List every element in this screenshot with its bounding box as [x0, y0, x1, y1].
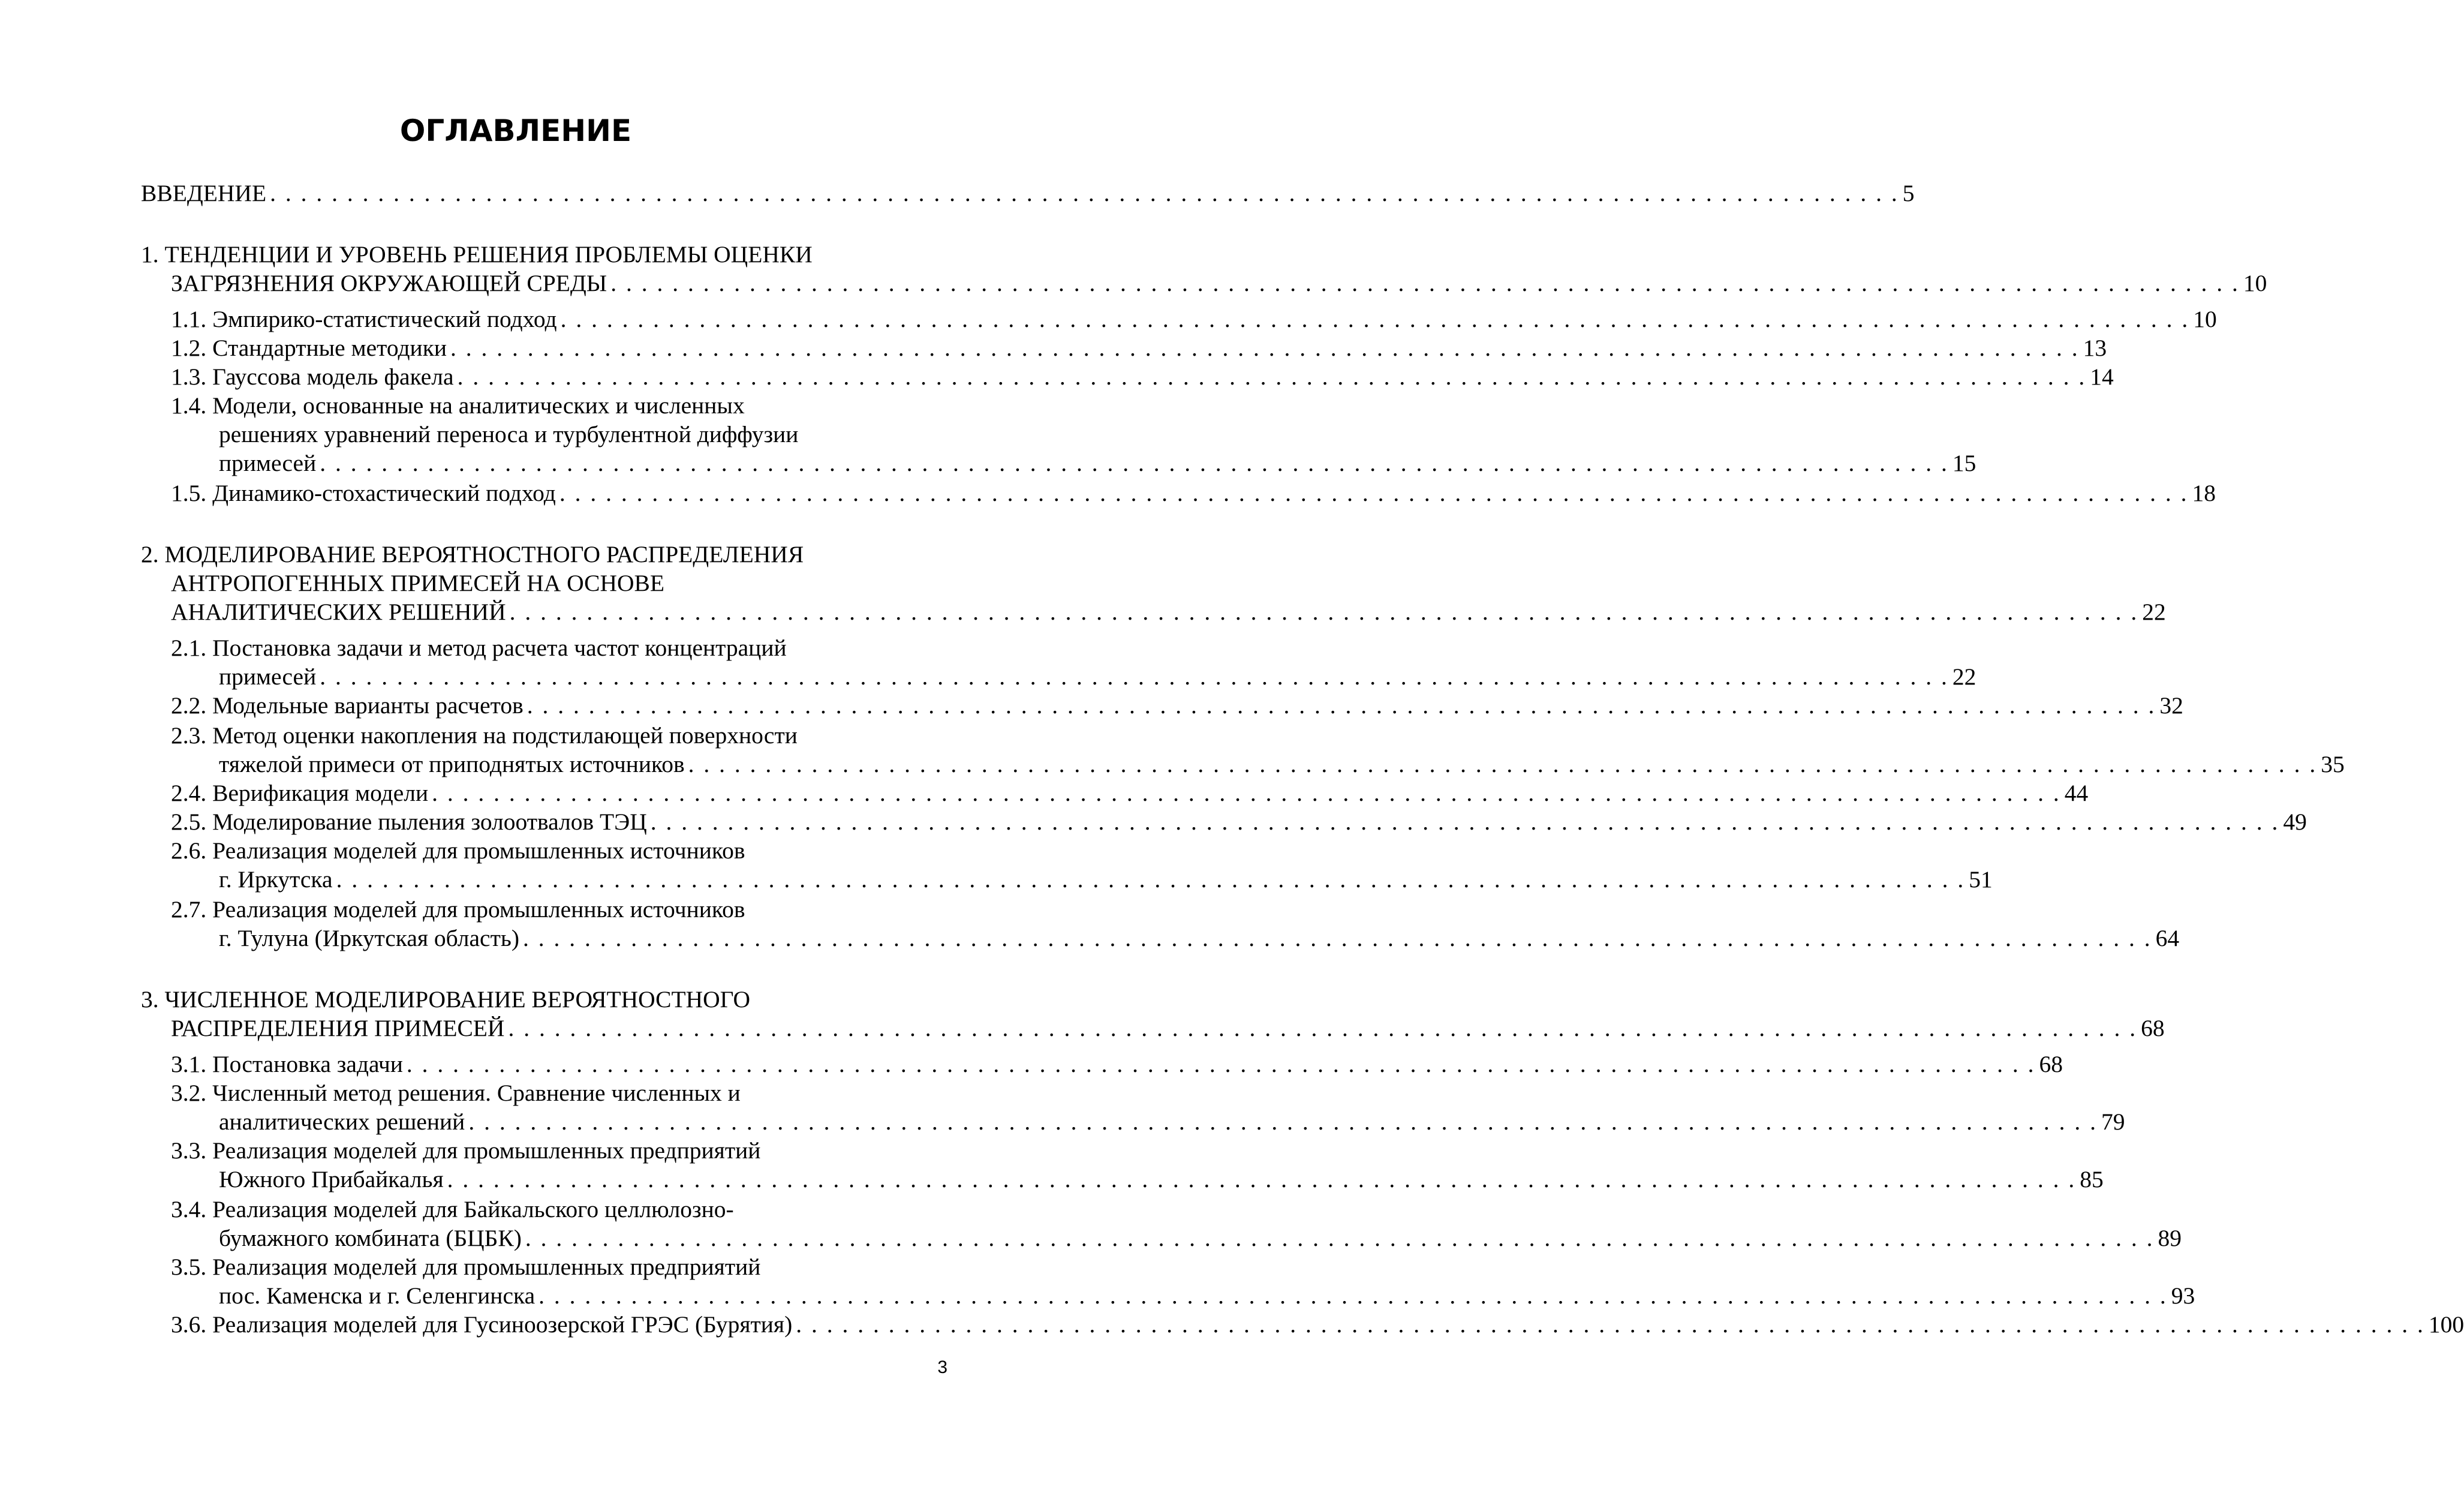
toc-entry — [219, 1165, 2104, 1194]
toc-dot-leader: . . . . . . . . . . . . . . . . . . . . . . . . . . . . . . . . . . . . . . . . . . . . . . . . . . . . . . . . . . . . . . . . . . . . . . . . . . . . . . . . . . . . . . . . . . . . . . . . . . . . . . . . . . — [406, 1051, 2036, 1077]
toc-dot-leader: . . . . . . . . . . . . . . . . . . . . . . . . . . . . . . . . . . . . . . . . . . . . . . . . . . . . . . . . . . . . . . . . . . . . . . . . . . . . . . . . . . . . . . . . . . . . . . . . . . . . . . . . . . — [509, 599, 2139, 625]
toc-dot-leader: . . . . . . . . . . . . . . . . . . . . . . . . . . . . . . . . . . . . . . . . . . . . . . . . . . . . . . . . . . . . . . . . . . . . . . . . . . . . . . . . . . . . . . . . . . . . . . . . . . . . . . . . . . — [450, 335, 2080, 361]
toc-entry-page: 100 — [2428, 1311, 2464, 1338]
toc-entry-page: 44 — [2064, 780, 2089, 806]
toc-entry-text: 1.1. Эмпирико-статистический подход — [171, 306, 557, 332]
toc-entry-text: 2.6. Реализация моделей для промышленных источников — [171, 837, 745, 864]
toc-dot-leader: . . . . . . . . . . . . . . . . . . . . . . . . . . . . . . . . . . . . . . . . . . . . . . . . . . . . . . . . . . . . . . . . . . . . . . . . . . . . . . . . . . . . . . . . . . . . . . . . . . . . . . . . . . — [320, 663, 1949, 690]
toc-dot-leader: . . . . . . . . . . . . . . . . . . . . . . . . . . . . . . . . . . . . . . . . . . . . . . . . . . . . . . . . . . . . . . . . . . . . . . . . . . . . . . . . . . . . . . . . . . . . . . . . . . . . . . . . . . — [796, 1311, 2425, 1338]
toc-entry-text: г. Иркутска — [219, 866, 333, 893]
toc-dot-leader: . . . . . . . . . . . . . . . . . . . . . . . . . . . . . . . . . . . . . . . . . . . . . . . . . . . . . . . . . . . . . . . . . . . . . . . . . . . . . . . . . . . . . . . . . . . . . . . . . . . . . . . . . . — [457, 364, 2087, 390]
toc-entry-text: 2.1. Постановка задачи и метод расчета частот концентраций — [171, 635, 787, 661]
page-number: 3 — [937, 1357, 947, 1377]
toc-entry — [219, 449, 1976, 477]
toc-entry — [141, 540, 890, 569]
toc-dot-leader: . . . . . . . . . . . . . . . . . . . . . . . . . . . . . . . . . . . . . . . . . . . . . . . . . . . . . . . . . . . . . . . . . . . . . . . . . . . . . . . . . . . . . . . . . . . . . . . . . . . . . . . . . . — [468, 1109, 2098, 1135]
toc-entry — [171, 269, 2267, 298]
toc-entry — [171, 597, 2166, 626]
toc-entry — [219, 1281, 2195, 1310]
toc-entry — [219, 1107, 2125, 1136]
toc-entry — [171, 391, 890, 420]
toc-entry-page: 18 — [2192, 480, 2216, 506]
toc-entry — [171, 1310, 2464, 1339]
toc-entry-page: 93 — [2171, 1282, 2195, 1309]
toc-entry — [171, 691, 2183, 720]
toc-entry-text: пос. Каменска и г. Селенгинска — [219, 1282, 535, 1309]
toc-title: ОГЛАВЛЕНИЕ — [399, 113, 632, 148]
toc-entry — [171, 779, 2089, 807]
toc-dot-leader: . . . . . . . . . . . . . . . . . . . . . . . . . . . . . . . . . . . . . . . . . . . . . . . . . . . . . . . . . . . . . . . . . . . . . . . . . . . . . . . . . . . . . . . . . . . . . . . . . . . . . . . . . . — [525, 1225, 2155, 1251]
toc-dot-leader: . . . . . . . . . . . . . . . . . . . . . . . . . . . . . . . . . . . . . . . . . . . . . . . . . . . . . . . . . . . . . . . . . . . . . . . . . . . . . . . . . . . . . . . . . . . . . . . . . . . . . . . . . . — [688, 751, 2318, 777]
toc-entry-text: 2. МОДЕЛИРОВАНИЕ ВЕРОЯТНОСТНОГО РАСПРЕДЕЛЕНИЯ — [141, 541, 804, 567]
toc-dot-leader: . . . . . . . . . . . . . . . . . . . . . . . . . . . . . . . . . . . . . . . . . . . . . . . . . . . . . . . . . . . . . . . . . . . . . . . . . . . . . . . . . . . . . . . . . . . . . . . . . . . . . . . . . . — [432, 780, 2061, 806]
toc-entry-text: 1.5. Динамико-стохастический подход — [171, 480, 556, 506]
toc-entry — [171, 836, 890, 865]
toc-entry-page: 32 — [2159, 692, 2183, 719]
toc-entry-text: ВВЕДЕНИЕ — [141, 180, 267, 206]
toc-entry — [219, 924, 2180, 953]
toc-entry-text: 3.4. Реализация моделей для Байкальского целлюлозно- — [171, 1196, 734, 1222]
toc-entry-page: 49 — [2283, 809, 2307, 835]
toc-entry — [171, 1050, 2063, 1079]
toc-entry — [219, 750, 2345, 779]
toc-entry-text: 3.6. Реализация моделей для Гусиноозерской ГРЭС (Бурятия) — [171, 1311, 793, 1338]
toc-entry — [219, 662, 1976, 691]
toc-entry-text: 3. ЧИСЛЕННОЕ МОДЕЛИРОВАНИЕ ВЕРОЯТНОСТНОГО — [141, 986, 751, 1013]
toc-dot-leader: . . . . . . . . . . . . . . . . . . . . . . . . . . . . . . . . . . . . . . . . . . . . . . . . . . . . . . . . . . . . . . . . . . . . . . . . . . . . . . . . . . . . . . . . . . . . . . . . . . . . . . . . . . — [336, 866, 1966, 893]
toc-entry — [219, 1224, 2182, 1252]
toc-entry-text: 1.4. Модели, основанные на аналитических и численных — [171, 392, 745, 419]
toc-dot-leader: . . . . . . . . . . . . . . . . . . . . . . . . . . . . . . . . . . . . . . . . . . . . . . . . . . . . . . . . . . . . . . . . . . . . . . . . . . . . . . . . . . . . . . . . . . . . . . . . . . . . . . . . . . — [559, 480, 2189, 506]
toc-dot-leader: . . . . . . . . . . . . . . . . . . . . . . . . . . . . . . . . . . . . . . . . . . . . . . . . . . . . . . . . . . . . . . . . . . . . . . . . . . . . . . . . . . . . . . . . . . . . . . . . . . . . . . . . . . — [560, 306, 2190, 332]
toc-entry-text: АНАЛИТИЧЕСКИХ РЕШЕНИЙ — [171, 599, 506, 625]
toc-entry — [171, 362, 2114, 391]
toc-entry-page: 89 — [2158, 1225, 2182, 1251]
toc-entry-text: ЗАГРЯЗНЕНИЯ ОКРУЖАЮЩЕЙ СРЕДЫ — [171, 270, 607, 296]
toc-entry — [219, 420, 890, 449]
toc-entry — [171, 1136, 890, 1165]
toc-entry-page: 14 — [2090, 364, 2114, 390]
toc-entry-text: 2.3. Метод оценки накопления на подстилающей поверхности — [171, 722, 798, 749]
toc-entry-page: 22 — [1952, 663, 1976, 690]
toc-entry — [171, 807, 2307, 836]
toc-entry — [171, 479, 2216, 507]
toc-entry-text: 1. ТЕНДЕНЦИИ И УРОВЕНЬ РЕШЕНИЯ ПРОБЛЕМЫ ОЦЕНКИ — [141, 241, 813, 268]
toc-entry-text: 1.3. Гауссова модель факела — [171, 364, 454, 390]
toc-entry — [171, 569, 890, 597]
toc-entry-text: аналитических решений — [219, 1109, 465, 1135]
toc-dot-leader: . . . . . . . . . . . . . . . . . . . . . . . . . . . . . . . . . . . . . . . . . . . . . . . . . . . . . . . . . . . . . . . . . . . . . . . . . . . . . . . . . . . . . . . . . . . . . . . . . . . . . . . . . . — [650, 809, 2280, 835]
toc-entry-page: 85 — [2080, 1166, 2104, 1192]
toc-dot-leader: . . . . . . . . . . . . . . . . . . . . . . . . . . . . . . . . . . . . . . . . . . . . . . . . . . . . . . . . . . . . . . . . . . . . . . . . . . . . . . . . . . . . . . . . . . . . . . . . . . . . . . . . . . — [538, 1282, 2168, 1309]
toc-entry — [171, 633, 890, 662]
toc-entry-text: 3.3. Реализация моделей для промышленных предприятий — [171, 1137, 761, 1164]
toc-entry-page: 13 — [2083, 335, 2107, 361]
toc-entry — [141, 240, 890, 269]
toc-entry-text: примесей — [219, 663, 317, 690]
toc-entry-text: г. Тулуна (Иркутская область) — [219, 925, 520, 951]
toc-entry-text: РАСПРЕДЕЛЕНИЯ ПРИМЕСЕЙ — [171, 1015, 505, 1041]
toc-entry-page: 15 — [1952, 450, 1976, 476]
toc-entry — [141, 179, 1915, 208]
toc-entry-text: бумажного комбината (БЦБК) — [219, 1225, 522, 1251]
toc-entry-page: 68 — [2039, 1051, 2063, 1077]
toc-entry-text: 2.4. Верификация модели — [171, 780, 429, 806]
toc-dot-leader: . . . . . . . . . . . . . . . . . . . . . . . . . . . . . . . . . . . . . . . . . . . . . . . . . . . . . . . . . . . . . . . . . . . . . . . . . . . . . . . . . . . . . . . . . . . . . . . . . . . . . . . . . . — [508, 1015, 2138, 1041]
toc-entry-page: 22 — [2142, 599, 2166, 625]
toc-entry-text: 2.2. Модельные варианты расчетов — [171, 692, 524, 719]
toc-entry-page: 64 — [2155, 925, 2180, 951]
toc-entry-page: 5 — [1902, 180, 1915, 206]
toc-entry-text: 3.2. Численный метод решения. Сравнение численных и — [171, 1080, 741, 1106]
toc-dot-leader: . . . . . . . . . . . . . . . . . . . . . . . . . . . . . . . . . . . . . . . . . . . . . . . . . . . . . . . . . . . . . . . . . . . . . . . . . . . . . . . . . . . . . . . . . . . . . . . . . . . . . . . . . . — [523, 925, 2152, 951]
toc-entry — [141, 985, 890, 1014]
toc-entry — [171, 334, 2107, 362]
toc-dot-leader: . . . . . . . . . . . . . . . . . . . . . . . . . . . . . . . . . . . . . . . . . . . . . . . . . . . . . . . . . . . . . . . . . . . . . . . . . . . . . . . . . . . . . . . . . . . . . . . . . . . . . . . . . . — [610, 270, 2240, 296]
toc-entry-page: 10 — [2243, 270, 2267, 296]
toc-entry-text: 2.7. Реализация моделей для промышленных источников — [171, 896, 745, 923]
toc-entry — [171, 1079, 890, 1107]
toc-entry-text: 3.5. Реализация моделей для промышленных предприятий — [171, 1254, 761, 1280]
toc-entry-page: 79 — [2101, 1109, 2125, 1135]
toc-entry — [171, 1195, 890, 1224]
toc-entry-page: 35 — [2321, 751, 2345, 777]
toc-entry — [171, 1252, 890, 1281]
toc-entry-text: 1.2. Стандартные методики — [171, 335, 447, 361]
toc-entry-text: 3.1. Постановка задачи — [171, 1051, 403, 1077]
toc-entry-text: решениях уравнений переноса и турбулентной диффузии — [219, 421, 799, 447]
toc-entry — [171, 895, 890, 924]
toc-entry — [171, 305, 2217, 334]
toc-entry-text: примесей — [219, 450, 317, 476]
toc-entry-page: 68 — [2141, 1015, 2165, 1041]
toc-entry — [219, 865, 1993, 894]
toc-entry-text: тяжелой примеси от приподнятых источников — [219, 751, 685, 777]
toc-entry-page: 10 — [2193, 306, 2217, 332]
toc-dot-leader: . . . . . . . . . . . . . . . . . . . . . . . . . . . . . . . . . . . . . . . . . . . . . . . . . . . . . . . . . . . . . . . . . . . . . . . . . . . . . . . . . . . . . . . . . . . . . . . . . . . . . . . . . . — [527, 692, 2156, 719]
toc-entry-text: 2.5. Моделирование пыления золоотвалов ТЭЦ — [171, 809, 647, 835]
toc-entry-page: 51 — [1969, 866, 1993, 893]
toc-entry — [171, 1014, 2165, 1043]
toc-dot-leader: . . . . . . . . . . . . . . . . . . . . . . . . . . . . . . . . . . . . . . . . . . . . . . . . . . . . . . . . . . . . . . . . . . . . . . . . . . . . . . . . . . . . . . . . . . . . . . . . . . . . . . . . . . — [270, 180, 1899, 206]
toc-dot-leader: . . . . . . . . . . . . . . . . . . . . . . . . . . . . . . . . . . . . . . . . . . . . . . . . . . . . . . . . . . . . . . . . . . . . . . . . . . . . . . . . . . . . . . . . . . . . . . . . . . . . . . . . . . — [447, 1166, 2077, 1192]
toc-dot-leader: . . . . . . . . . . . . . . . . . . . . . . . . . . . . . . . . . . . . . . . . . . . . . . . . . . . . . . . . . . . . . . . . . . . . . . . . . . . . . . . . . . . . . . . . . . . . . . . . . . . . . . . . . . — [320, 450, 1949, 476]
toc-entry — [171, 721, 890, 750]
toc-entry-text: Южного Прибайкалья — [219, 1166, 444, 1192]
toc-entry-text: АНТРОПОГЕННЫХ ПРИМЕСЕЙ НА ОСНОВЕ — [171, 570, 665, 596]
